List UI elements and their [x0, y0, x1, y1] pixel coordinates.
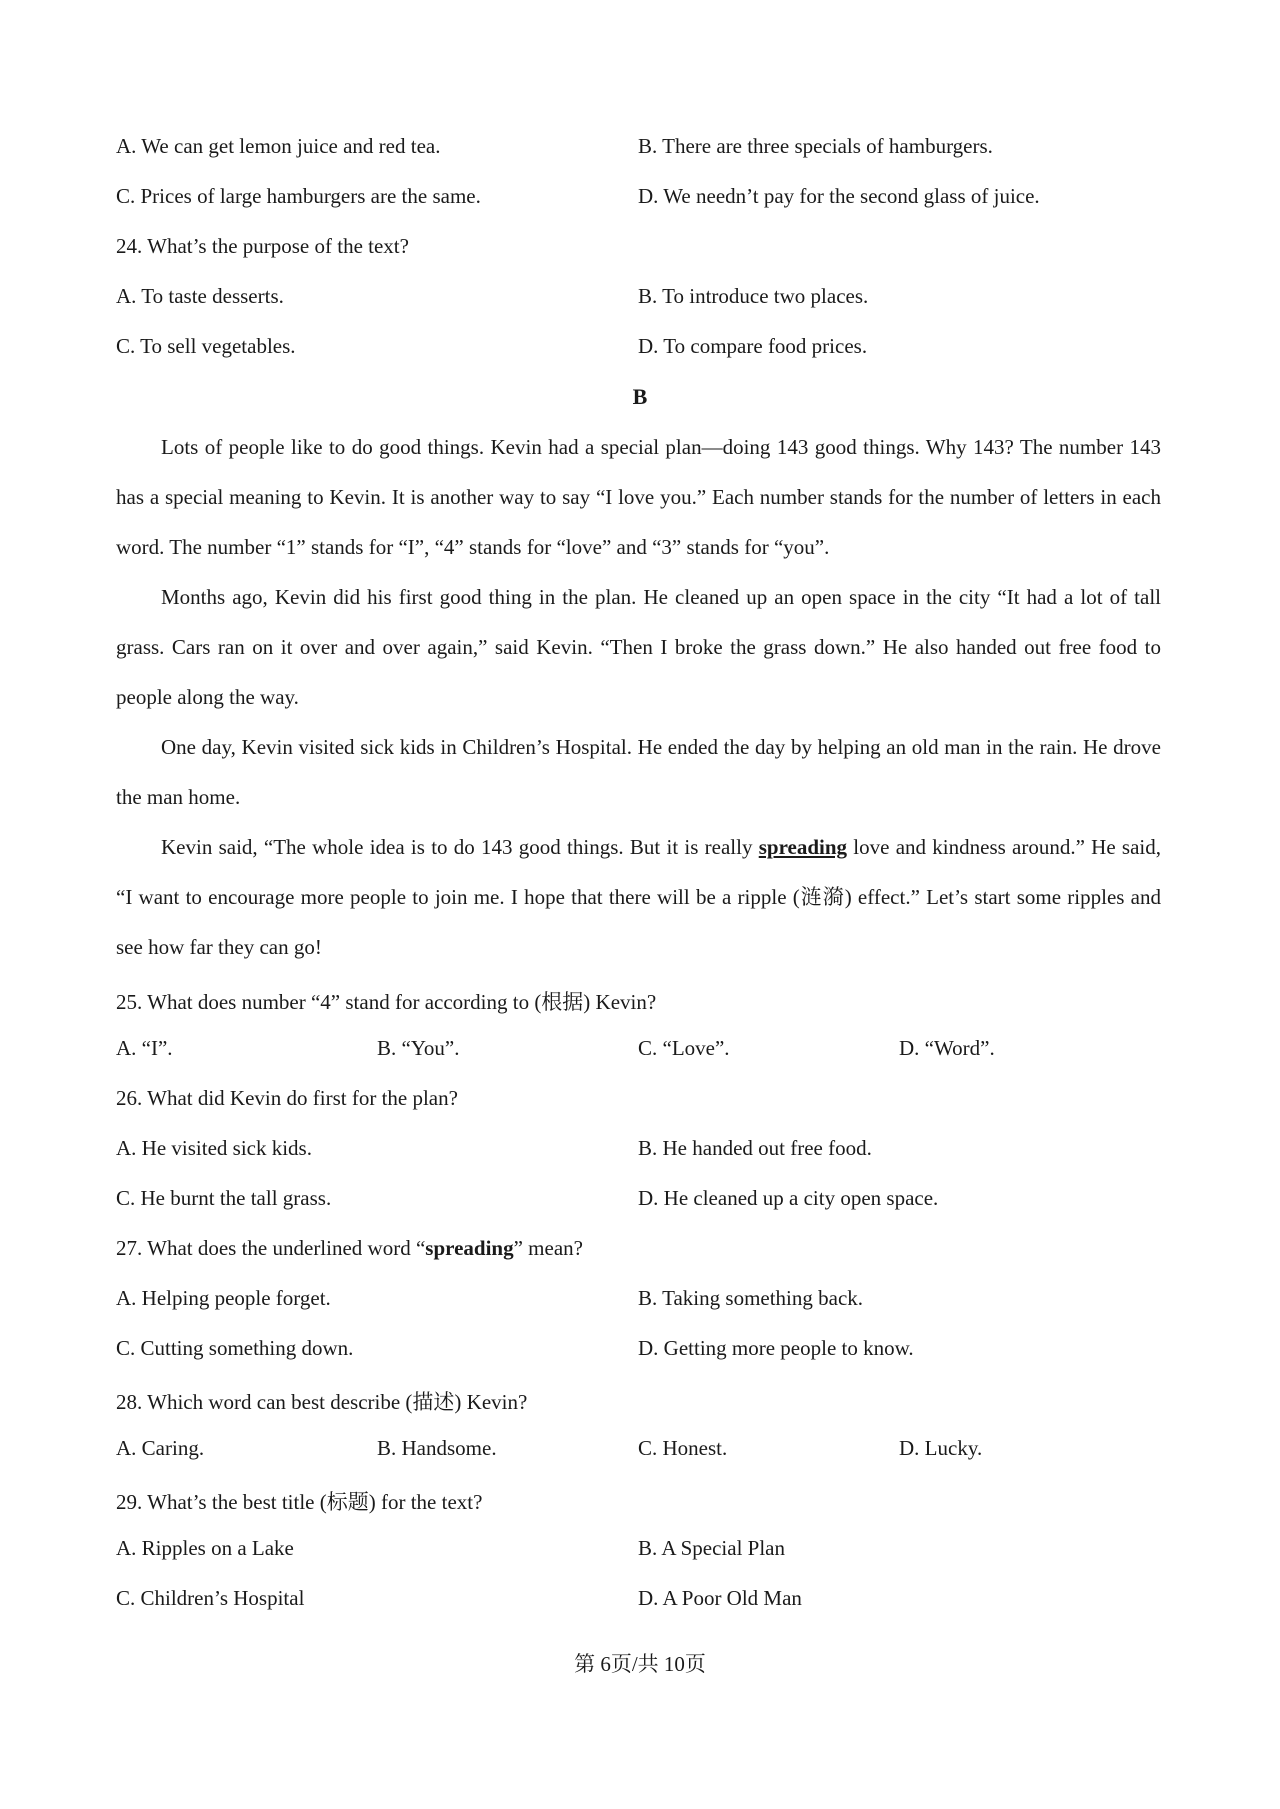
q27-option-a: A. Helping people forget. [116, 1286, 331, 1310]
q26-option-b: B. He handed out free food. [638, 1136, 872, 1160]
paragraph-4-text-end: love and kindness around.” He said, “I want to encourage more people to join me. I hope that there will be a ripple (涟漪) effect.” Let’s start some ripples and see how far they can go! [116, 835, 1161, 959]
q29-option-d: D. A Poor Old Man [638, 1586, 802, 1610]
q23-option-c: C. Prices of large hamburgers are the same. [116, 184, 481, 208]
q26-question: 26. What did Kevin do first for the plan? [116, 1086, 458, 1110]
q26-option-c: C. He burnt the tall grass. [116, 1186, 332, 1210]
underlined-word: spreading [758, 835, 848, 859]
q23-option-d: D. We needn’t pay for the second glass of juice. [638, 184, 1040, 208]
q27-option-b: B. Taking something back. [638, 1286, 864, 1310]
q28-option-c: C. Honest. [638, 1436, 728, 1460]
q24-option-b: B. To introduce two places. [638, 284, 869, 308]
page-number: 第 6页/共 10页 [574, 1652, 706, 1676]
q25-option-d: D. “Word”. [899, 1036, 995, 1060]
q26-option-d: D. He cleaned up a city open space. [638, 1186, 939, 1210]
passage-paragraph-1: Lots of people like to do good things. Kevin had a special plan—doing 143 good things. Why 143? The number 143 has a special meaning to Kevin. It is another way to say “I love you.” Each number stands for the number of letters in each word. The number “1” stands for “I”, “4” stands for “love” and “3” stands for “you”. [116, 435, 1161, 559]
q25-option-a: A. “I”. [116, 1036, 173, 1060]
q28-question: 28. Which word can best describe (描述) Kevin? [116, 1390, 528, 1414]
q25-option-c: C. “Love”. [638, 1036, 730, 1060]
q28-option-b: B. Handsome. [377, 1436, 497, 1460]
q28-option-d: D. Lucky. [899, 1436, 983, 1460]
q27-option-d: D. Getting more people to know. [638, 1336, 914, 1360]
q29-option-b: B. A Special Plan [638, 1536, 785, 1560]
q27-option-c: C. Cutting something down. [116, 1336, 354, 1360]
q24-question: 24. What’s the purpose of the text? [116, 234, 409, 258]
q28-option-a: A. Caring. [116, 1436, 205, 1460]
passage-paragraph-2: Months ago, Kevin did his first good thing in the plan. He cleaned up an open space in the city “It had a lot of tall grass. Cars ran on it over and over again,” said Kevin. “Then I broke the grass down.” He also handed out free food to people along the way. [116, 585, 1161, 709]
q24-option-c: C. To sell vegetables. [116, 334, 296, 358]
passage-paragraph-4 [116, 822, 1161, 972]
paragraph-4-text-start: Kevin said, “The whole idea is to do 143 good things. But it is really [161, 835, 759, 859]
q25-question: 25. What does number “4” stand for according to (根据) Kevin? [116, 990, 657, 1014]
q23-option-b: B. There are three specials of hamburgers. [638, 134, 993, 158]
q29-question: 29. What’s the best title (标题) for the text? [116, 1490, 483, 1514]
q27-question-word: spreading [425, 1236, 514, 1260]
q23-option-a: A. We can get lemon juice and red tea. [116, 134, 441, 158]
q26-option-a: A. He visited sick kids. [116, 1136, 312, 1160]
q29-option-c: C. Children’s Hospital [116, 1586, 305, 1610]
q29-option-a: A. Ripples on a Lake [116, 1536, 294, 1560]
q27-question-end: ” mean? [513, 1236, 583, 1260]
q27-question-start: 27. What does the underlined word “ [116, 1236, 426, 1260]
q25-option-b: B. “You”. [377, 1036, 460, 1060]
q24-option-d: D. To compare food prices. [638, 334, 868, 358]
q24-option-a: A. To taste desserts. [116, 284, 284, 308]
q27-question [116, 1236, 583, 1261]
passage-paragraph-3: One day, Kevin visited sick kids in Children’s Hospital. He ended the day by helping an old man in the rain. He drove the man home. [116, 735, 1161, 809]
section-title: B [632, 384, 648, 409]
